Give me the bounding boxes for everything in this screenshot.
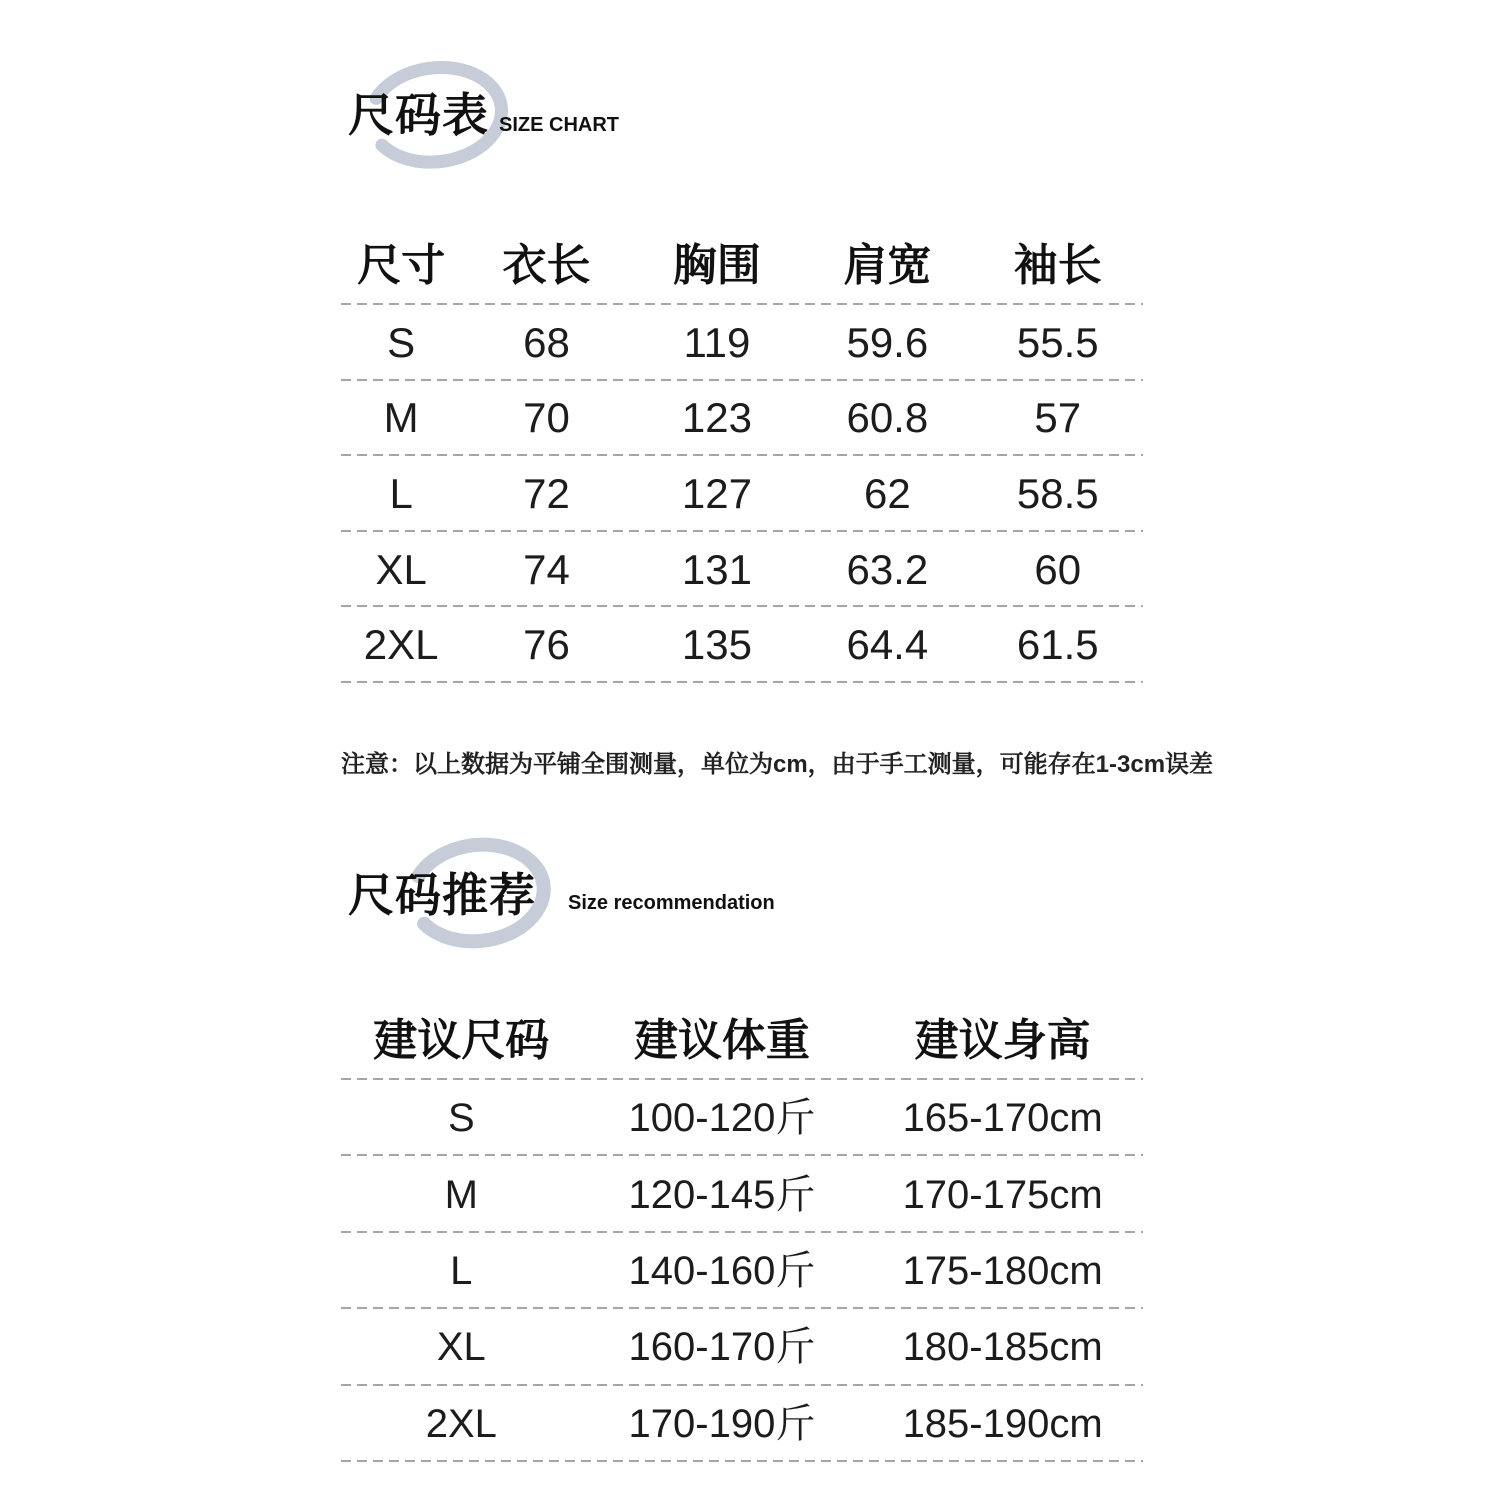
table-row bbox=[341, 456, 1143, 532]
measurement-note: 注意：以上数据为平铺全围测量，单位为cm，由于手工测量，可能存在1-3cm误差 bbox=[341, 751, 1214, 778]
table-row bbox=[341, 305, 1143, 381]
size-recommendation-table bbox=[341, 1002, 1143, 1462]
table-row bbox=[341, 532, 1143, 608]
table-row bbox=[341, 1386, 1143, 1462]
column-header: 衣长 bbox=[502, 241, 591, 290]
size-label: L bbox=[389, 469, 413, 517]
length-value: 72 bbox=[523, 469, 570, 517]
size-label: S bbox=[447, 1096, 475, 1141]
size-recommendation-title-en: Size recommendation bbox=[568, 892, 775, 914]
column-header: 肩宽 bbox=[843, 241, 932, 290]
size-chart-table bbox=[341, 227, 1143, 683]
size-chart-title-cn: 尺码表 bbox=[348, 89, 489, 141]
height-range: 170-175cm bbox=[902, 1172, 1103, 1217]
height-range: 165-170cm bbox=[902, 1096, 1103, 1141]
length-value: 76 bbox=[523, 621, 570, 669]
weight-range: 140-160斤 bbox=[628, 1248, 816, 1293]
size-label: XL bbox=[436, 1325, 486, 1370]
table-row bbox=[341, 1233, 1143, 1309]
height-range: 180-185cm bbox=[902, 1325, 1103, 1370]
chest-value: 127 bbox=[681, 469, 752, 517]
length-value: 68 bbox=[523, 318, 570, 366]
size-recommendation-title bbox=[348, 869, 775, 921]
height-range: 175-180cm bbox=[902, 1248, 1103, 1293]
sleeve-value: 58.5 bbox=[1016, 469, 1099, 517]
size-label: S bbox=[387, 318, 416, 366]
table-row bbox=[341, 1156, 1143, 1232]
chest-value: 135 bbox=[681, 621, 752, 669]
table-row bbox=[341, 1309, 1143, 1385]
weight-range: 100-120斤 bbox=[628, 1096, 816, 1141]
column-header: 建议体重 bbox=[633, 1016, 810, 1065]
size-label: 2XL bbox=[425, 1401, 497, 1446]
length-value: 74 bbox=[523, 545, 570, 593]
weight-range: 170-190斤 bbox=[628, 1401, 816, 1446]
table-row bbox=[341, 1080, 1143, 1156]
sleeve-value: 55.5 bbox=[1016, 318, 1099, 366]
size-recommendation-title-cn: 尺码推荐 bbox=[348, 869, 536, 921]
shoulder-value: 63.2 bbox=[846, 545, 929, 593]
size-chart-title-en: SIZE CHART bbox=[499, 114, 619, 136]
shoulder-value: 64.4 bbox=[846, 621, 929, 669]
table-row bbox=[341, 381, 1143, 457]
weight-range: 120-145斤 bbox=[628, 1172, 816, 1217]
shoulder-value: 59.6 bbox=[846, 318, 929, 366]
table-row bbox=[341, 607, 1143, 683]
size-label: XL bbox=[375, 545, 427, 593]
size-chart-header-row bbox=[341, 227, 1143, 305]
chest-value: 131 bbox=[681, 545, 752, 593]
size-label: M bbox=[444, 1172, 478, 1217]
sleeve-value: 60 bbox=[1034, 545, 1082, 593]
size-chart-title bbox=[348, 89, 619, 141]
length-value: 70 bbox=[523, 394, 570, 442]
size-label: L bbox=[450, 1248, 473, 1293]
column-header: 建议尺码 bbox=[373, 1016, 550, 1065]
sleeve-value: 61.5 bbox=[1016, 621, 1099, 669]
column-header: 建议身高 bbox=[914, 1016, 1091, 1065]
column-header: 胸围 bbox=[672, 241, 761, 290]
size-label: 2XL bbox=[363, 621, 439, 669]
height-range: 185-190cm bbox=[902, 1401, 1103, 1446]
column-header: 尺寸 bbox=[357, 241, 446, 290]
sleeve-value: 57 bbox=[1034, 394, 1082, 442]
size-label: M bbox=[383, 394, 419, 442]
recommendation-header-row bbox=[341, 1002, 1143, 1080]
column-header: 袖长 bbox=[1013, 241, 1102, 290]
chest-value: 119 bbox=[683, 318, 751, 366]
shoulder-value: 60.8 bbox=[846, 394, 929, 442]
shoulder-value: 62 bbox=[863, 469, 911, 517]
chest-value: 123 bbox=[681, 394, 752, 442]
weight-range: 160-170斤 bbox=[628, 1325, 816, 1370]
